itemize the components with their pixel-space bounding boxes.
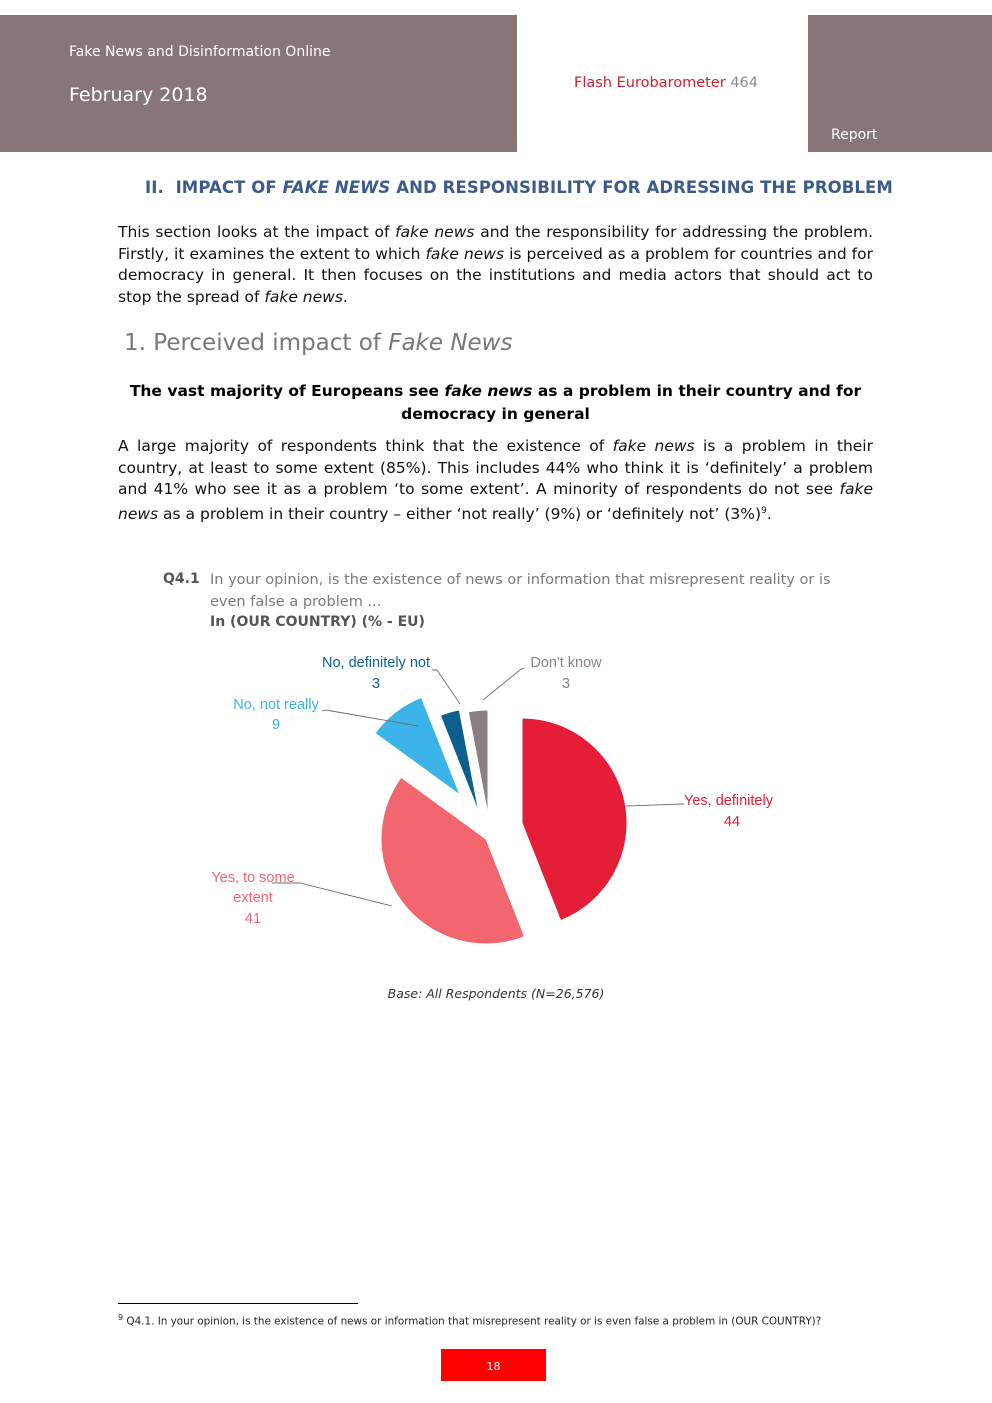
lead-b: as a problem in their country and for democracy in general <box>401 382 862 423</box>
intro-t4: . <box>342 288 348 307</box>
body-em2: fake news <box>118 480 873 524</box>
intro-t3: is perceived as a problem for countries and for democracy in general. It then focuses on the institutions and media actors that should act to stop the spread of <box>118 244 873 307</box>
subsection-title-text: Perceived impact of <box>153 330 389 356</box>
subsection-number: 1. <box>124 330 146 356</box>
footnote-text: Q4.1. In your opinion, is the existence of news or information that misrepresent reality or is even false a problem in (OUR COUNTRY)? <box>123 1315 822 1328</box>
footnote <box>118 1313 821 1327</box>
question-number: Q4.1 <box>163 571 200 587</box>
label-no-definitely-not: No, definitely not <box>321 655 431 671</box>
label-yes-some-extent-2: extent <box>233 890 273 906</box>
survey-name: Flash Eurobarometer <box>574 75 726 91</box>
subsection-title-em: Fake News <box>388 330 513 356</box>
base-note: Base: All Respondents (N=26,576) <box>387 986 605 1001</box>
leader-line-dont-know <box>483 668 524 700</box>
intro-t2: and the responsibility for addressing the problem. Firstly, it examines the extent to which <box>118 223 873 263</box>
intro-paragraph <box>118 222 873 309</box>
intro-t1: This section looks at the impact of <box>118 223 396 241</box>
label-dont-know: Don't know <box>530 655 602 671</box>
label-no-not-really: No, not really <box>233 697 319 713</box>
pie-slice-no-not-really <box>375 697 460 795</box>
section-title-b: AND RESPONSIBILITY FOR ADRESSING THE PROBLEM <box>390 178 893 197</box>
label-yes-definitely: Yes, definitely <box>684 793 773 809</box>
header-survey <box>574 75 758 91</box>
leader-line-yes-definitely <box>626 804 684 806</box>
value-yes-definitely: 44 <box>723 814 741 830</box>
lead-statement <box>118 380 873 426</box>
footnote-separator <box>118 1303 358 1304</box>
value-no-definitely-not: 3 <box>371 676 381 692</box>
section-title-a: IMPACT OF <box>175 178 283 197</box>
footnote-ref[interactable]: 9 <box>761 506 767 517</box>
label-yes-some-extent-1: Yes, to some <box>211 870 295 886</box>
body-t1: A large majority of respondents think that the existence of <box>118 437 613 455</box>
leader-line-yes-some-extent <box>272 883 392 906</box>
intro-em1: fake news <box>395 223 475 241</box>
header-doc-type: Report <box>831 127 878 143</box>
body-t3: as a problem in their country – either ‘not really’ (9%) or ‘definitely not’ (3%) <box>158 505 762 524</box>
intro-em2: fake news <box>425 244 505 263</box>
section-number: II. <box>145 178 164 197</box>
pie-slice-don-t-know <box>468 710 488 815</box>
pie-slices <box>375 697 627 944</box>
header-date: February 2018 <box>69 84 208 106</box>
page-number: 18 <box>441 1349 546 1381</box>
question-scope: In (OUR COUNTRY) (% - EU) <box>210 614 425 630</box>
value-no-not-really: 9 <box>271 717 281 733</box>
body-t4: . <box>766 505 772 524</box>
intro-em3: fake news <box>264 288 343 307</box>
pie-slice-yes-to-some-extent <box>381 777 525 944</box>
pie-chart <box>0 640 992 980</box>
body-em1: fake news <box>612 437 695 455</box>
subsection-title <box>124 330 512 356</box>
footnote-number: 9 <box>118 1313 124 1322</box>
value-yes-some-extent: 41 <box>244 911 262 927</box>
pie-slice-yes-definitely <box>522 718 627 921</box>
body-paragraph <box>118 436 873 526</box>
lead-em: fake news <box>444 382 533 400</box>
survey-number: 464 <box>730 75 758 91</box>
question-text: In your opinion, is the existence of news or information that misrepresent reality or is even false a problem ... <box>210 572 831 610</box>
value-dont-know: 3 <box>561 676 571 692</box>
body-t2: is a problem in their country, at least to some extent (85%). This includes 44% who think it is ‘definitely’ a problem and 41% who see it as a problem ‘to some extent’. A minority of respondents do not see <box>118 437 873 499</box>
lead-a: The vast majority of Europeans see <box>129 382 445 400</box>
header-subtitle: Fake News and Disinformation Online <box>69 44 331 60</box>
leader-line-no-definitely-not <box>432 670 460 704</box>
section-title <box>145 178 893 197</box>
section-title-em: FAKE NEWS <box>282 178 391 197</box>
